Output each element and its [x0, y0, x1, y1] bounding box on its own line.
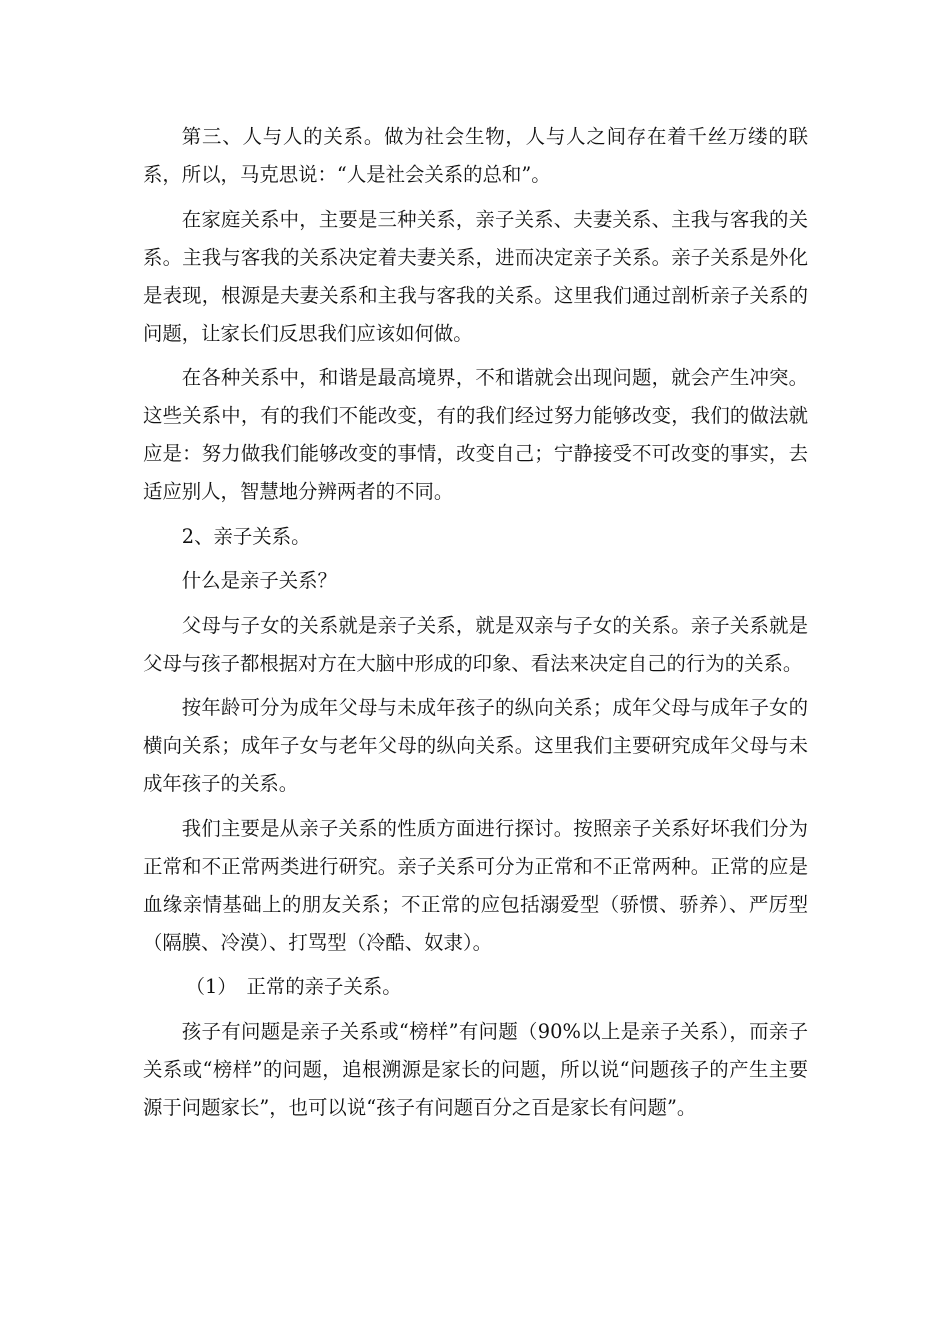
- document-body: [143, 118, 808, 1133]
- paragraph-harmony: 在各种关系中，和谐是最高境界，不和谐就会出现问题，就会产生冲突。这些关系中，有的我们不能改变，有的我们经过努力能够改变，我们的做法就应是：努力做我们能够改变的事情，改变自己；宁静接受不可改变的事实，去适应别人，智慧地分辨两者的不同。: [143, 366, 808, 503]
- paragraph-definition: 父母与子女的关系就是亲子关系，就是双亲与子女的关系。亲子关系就是父母与孩子都根据对方在大脑中形成的印象、看法来决定自己的行为的关系。: [143, 613, 808, 675]
- section-heading-parent-child: 2、亲子关系。: [181, 524, 311, 548]
- paragraph-nature-classification: 我们主要是从亲子关系的性质方面进行探讨。按照亲子关系好坏我们分为正常和不正常两类进行研究。亲子关系可分为正常和不正常两种。正常的应是血缘亲情基础上的朋友关系；不正常的应包括溺爱型（骄惯、骄养）、严厉型（隔膜、冷漠）、打骂型（冷酷、奴隶）。: [143, 816, 808, 954]
- paragraph-family-relations: 在家庭关系中，主要是三种关系，亲子关系、夫妻关系、主我与客我的关系。主我与客我的关系决定着夫妻关系，进而决定亲子关系。亲子关系是外化是表现，根源是夫妻关系和主我与客我的关系。这里我们通过剖析亲子关系的问题，让家长们反思我们应该如何做。: [143, 207, 808, 345]
- question-heading: 什么是亲子关系？: [181, 569, 337, 592]
- paragraph-human-relations: 第三、人与人的关系。做为社会生物，人与人之间存在着千丝万缕的联系，所以，马克思说：“人是社会关系的总和”。: [143, 125, 808, 186]
- paragraph-age-classification: 按年龄可分为成年父母与未成年孩子的纵向关系；成年父母与成年子女的横向关系；成年子女与老年父母的纵向关系。这里我们主要研究成年父母与未成年孩子的关系。: [143, 696, 808, 795]
- subsection-heading-normal: （1） 正常的亲子关系。: [185, 975, 402, 998]
- paragraph-problem-origin: 孩子有问题是亲子关系或“榜样”有问题（90%以上是亲子关系），而亲子关系或“榜样”的问题，追根溯源是家长的问题，所以说“问题孩子的产生主要源于问题家长”，也可以说“孩子有问题百分之百是家长有问题”。: [143, 1019, 808, 1119]
